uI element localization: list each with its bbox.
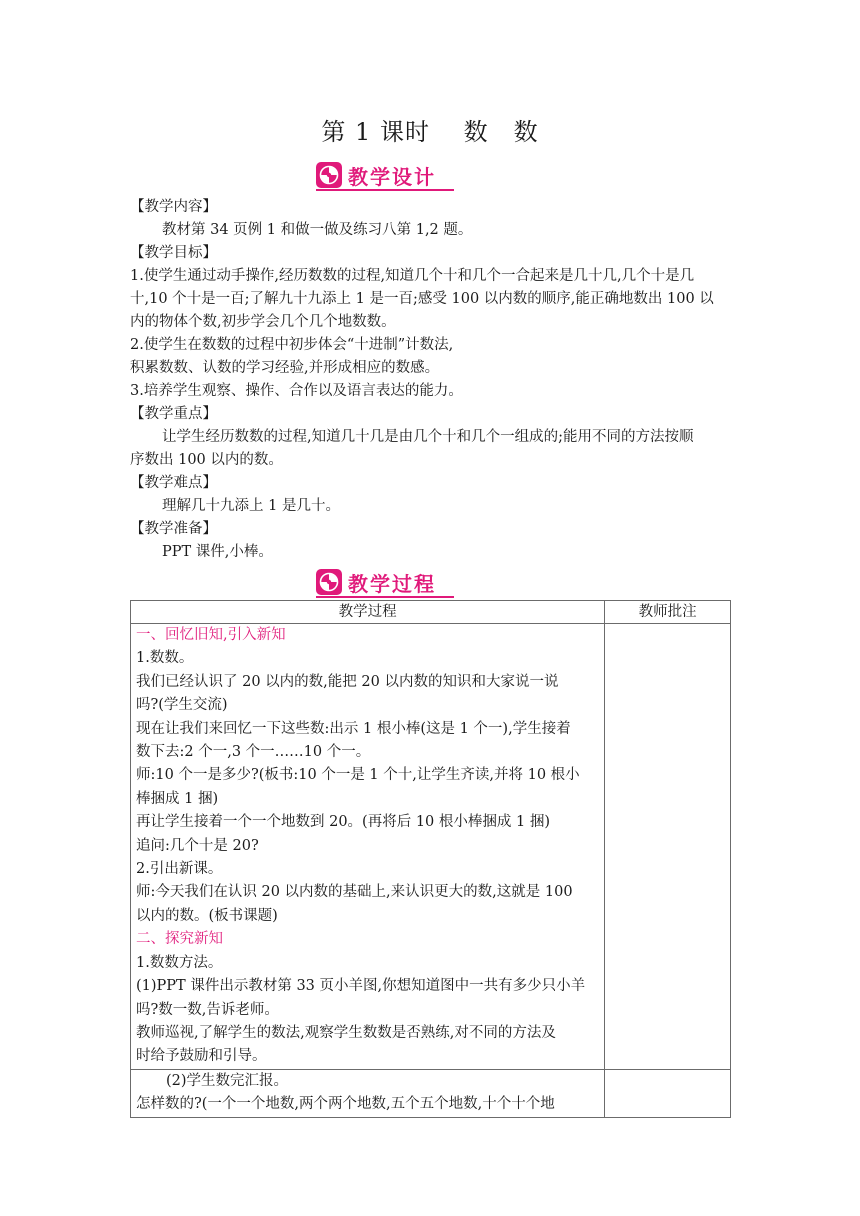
- content-header: 【教学内容】: [130, 199, 217, 215]
- process-line: 2.引出新课。: [136, 861, 223, 878]
- process-table: [130, 600, 731, 1118]
- section-heading: 一、回忆旧知,引入新知: [136, 627, 286, 643]
- process-banner: [316, 567, 446, 597]
- table-row: [131, 624, 731, 1070]
- process-banner-underline: [316, 596, 454, 598]
- content-text: 教材第 34 页例 1 和做一做及练习八第 1,2 题。: [162, 222, 473, 238]
- design-banner: [316, 160, 446, 190]
- goals-header: 【教学目标】: [130, 245, 217, 261]
- goal-line: 积累数数、认数的学习经验,并形成相应的数感。: [130, 360, 440, 376]
- col-header-notes: 教师批注: [605, 601, 731, 624]
- process-line: 我们已经认识了 20 以内的数,能把 20 以内数的知识和大家说一说: [136, 673, 559, 690]
- goal-line: 十,10 个十是一百;了解九十九添上 1 是一百;感受 100 以内数的顺序,能正确地数出 100 以: [130, 291, 714, 307]
- prep-header: 【教学准备】: [130, 521, 217, 537]
- process-line: 怎样数的?(一个一个地数,两个两个地数,五个五个地数,十个十个地: [136, 1096, 555, 1113]
- process-line: 追问:几个十是 20?: [136, 837, 259, 854]
- process-line: 棒捆成 1 捆): [136, 790, 219, 807]
- process-line: (1)PPT 课件出示教材第 33 页小羊图,你想知道图中一共有多少只小羊: [136, 978, 586, 995]
- design-section: [130, 196, 740, 564]
- process-line: 吗?(学生交流): [136, 697, 228, 714]
- process-line: 1.数数方法。: [136, 954, 223, 971]
- table-header-row: [131, 601, 731, 624]
- process-line: (2)学生数完汇报。: [166, 1072, 289, 1089]
- process-line: 吗?数一数,告诉老师。: [136, 1001, 279, 1018]
- page-title: 第 1 课时 数 数: [321, 118, 539, 146]
- goal-line: 3.培养学生观察、操作、合作以及语言表达的能力。: [130, 383, 463, 399]
- table-row: [131, 1069, 731, 1117]
- process-cell: [131, 1069, 605, 1117]
- notes-cell: [605, 1069, 731, 1117]
- process-line: 师:今天我们在认识 20 以内数的基础上,来认识更大的数,这就是 100: [136, 884, 573, 901]
- notes-cell: [605, 624, 731, 1070]
- process-line: 教师巡视,了解学生的数法,观察学生数数是否熟练,对不同的方法及: [136, 1024, 556, 1041]
- process-line: 1.数数。: [136, 650, 194, 667]
- design-banner-underline: [316, 189, 454, 191]
- goal-line: 1.使学生通过动手操作,经历数数的过程,知道几个十和几个一合起来是几十几,几个十是几: [130, 268, 695, 284]
- section-heading: 二、探究新知: [136, 931, 223, 948]
- goal-line: 2.使学生在数数的过程中初步体会“十进制”计数法,: [130, 337, 454, 353]
- process-line: 师:10 个一是多少?(板书:10 个一是 1 个十,让学生齐读,并将 10 根小: [136, 767, 580, 784]
- flower-logo-icon: [316, 162, 342, 188]
- goal-line: 内的物体个数,初步学会几个几个地数数。: [130, 314, 396, 330]
- process-line: 以内的数。(板书课题): [136, 907, 278, 924]
- process-line: 现在让我们来回忆一下这些数:出示 1 根小棒(这是 1 个一),学生接着: [136, 720, 571, 737]
- process-line: 数下去:2 个一,3 个一……10 个一。: [136, 744, 371, 761]
- key-line: 让学生经历数数的过程,知道几十几是由几个十和几个一组成的;能用不同的方法按顺: [162, 429, 694, 445]
- key-header: 【教学重点】: [130, 406, 217, 422]
- difficulty-header: 【教学难点】: [130, 475, 217, 491]
- difficulty-text: 理解几十九添上 1 是几十。: [162, 498, 340, 514]
- process-banner-text: 教学过程: [348, 571, 436, 596]
- process-line: 时给予鼓励和引导。: [136, 1048, 267, 1065]
- flower-logo-icon: [316, 569, 342, 595]
- prep-text: PPT 课件,小棒。: [162, 544, 273, 560]
- process-cell: [131, 624, 605, 1070]
- design-banner-text: 教学设计: [348, 164, 436, 189]
- process-line: 再让学生接着一个一个地数到 20。(再将后 10 根小棒捆成 1 捆): [136, 814, 550, 831]
- col-header-process: 教学过程: [131, 601, 605, 624]
- key-line: 序数出 100 以内的数。: [130, 452, 283, 468]
